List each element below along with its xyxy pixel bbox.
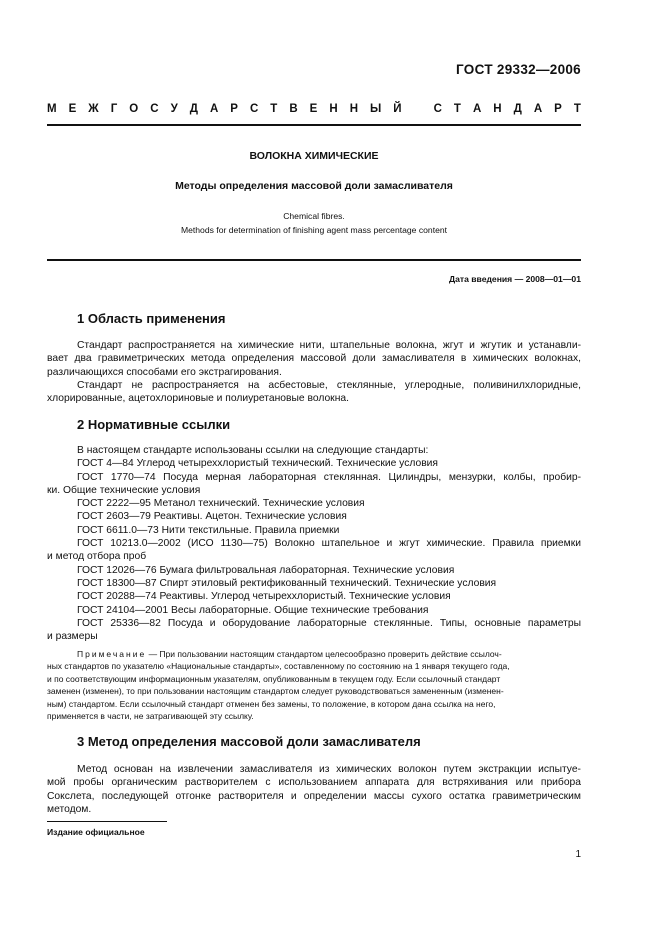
banner-letter: С <box>433 103 442 115</box>
banner-letter: Т <box>270 103 278 115</box>
title-en-line2: Methods for determination of finishing agent mass percentage content <box>180 225 448 235</box>
note-line: применяется в части, не затрагивающей эту ссылку. <box>47 711 254 722</box>
reference-line: ГОСТ 2222—95 Метанол технический. Технические условия <box>77 498 365 510</box>
text-line: Стандарт распространяется на химические нити, штапельные волокна, жгут и жгутик и устанавли- <box>77 340 581 351</box>
text-line: Метод основан на извлечении замасливателя из химических волокон путем экстракции испытуе- <box>77 764 581 775</box>
introduction-date: Дата введения — 2008—01—01 <box>448 274 581 284</box>
banner-letter: Г <box>110 103 118 115</box>
banner-letter: Р <box>230 103 238 115</box>
banner-letter: Ж <box>88 103 99 115</box>
note-line: ных стандартов по указателю «Национальные стандарты», составленному по состоянию на 1 января текущего года, <box>47 661 510 672</box>
banner-letter: Е <box>68 103 77 115</box>
text-line: В настоящем стандарте использованы ссылки на следующие стандарты: <box>77 445 429 456</box>
reference-line: ГОСТ 10213.0—2002 (ИСО 1130—75) Волокно штапельное и жгут химические. Правила приемки <box>77 538 581 550</box>
section-3-heading: 3 Метод определения массовой доли замасливателя <box>77 734 421 749</box>
banner-letter: Н <box>349 103 358 115</box>
banner-letter: С <box>249 103 259 115</box>
text-line: различающихся способами его экстрагирования. <box>47 366 282 378</box>
banner-letter: М <box>47 103 57 115</box>
top-rule <box>47 124 581 126</box>
reference-line: ГОСТ 24104—2001 Весы лабораторные. Общие технические требования <box>77 604 429 616</box>
text-line: Стандарт не распространяется на асбестовые, стеклянные, углеродные, поливинилхлоридные, <box>77 379 581 391</box>
text-line: хлорированные, ацетохлориновые и полиуретановые волокна. <box>47 393 349 405</box>
section-3-body <box>47 763 581 816</box>
interstate-standard-banner <box>47 103 581 115</box>
title-sub: Методы определения массовой доли замасливателя <box>175 180 453 192</box>
reference-line: ГОСТ 4—84 Углерод четыреххлористый технический. Технические условия <box>77 458 438 470</box>
official-edition-label: Издание официальное <box>47 827 145 837</box>
note-line: заменен (изменен), то при пользовании настоящим стандартом следует руководствоваться замененным (изменен- <box>47 686 504 697</box>
banner-letter: Й <box>393 103 402 115</box>
reference-line: и метод отбора проб <box>47 551 147 563</box>
banner-letter: У <box>170 103 178 115</box>
banner-letter: С <box>150 103 159 115</box>
text-line: вает два гравиметрических метода определения массовой доли замасливателя в химических волокнах, <box>47 353 581 365</box>
reference-line: ГОСТ 1770—74 Посуда мерная лабораторная стеклянная. Цилиндры, мензурки, колбы, пробир- <box>77 471 581 483</box>
page-number: 1 <box>575 849 581 860</box>
banner-letter: Д <box>189 103 198 115</box>
note-label: Примечание <box>77 649 147 659</box>
title-en-line1: Chemical fibres. <box>283 211 345 221</box>
reference-line: ки. Общие технические условия <box>47 484 201 496</box>
reference-line: ГОСТ 2603—79 Реактивы. Ацетон. Технические условия <box>77 511 347 523</box>
reference-line: ГОСТ 6611.0—73 Нити текстильные. Правила приемки <box>77 524 340 536</box>
document-number: ГОСТ 29332—2006 <box>456 62 581 77</box>
banner-letter: Т <box>453 103 461 115</box>
banner-letter: О <box>129 103 139 115</box>
title-main: ВОЛОКНА ХИМИЧЕСКИЕ <box>249 150 379 162</box>
footer-rule <box>47 821 167 822</box>
section-1-heading: 1 Область применения <box>77 311 226 326</box>
reference-line: ГОСТ 12026—76 Бумага фильтровальная лабораторная. Технические условия <box>77 564 455 576</box>
banner-letter: А <box>472 103 482 115</box>
banner-letter: Р <box>554 103 562 115</box>
section-2-heading: 2 Нормативные ссылки <box>77 417 231 432</box>
banner-letter: Н <box>329 103 338 115</box>
banner-letter: В <box>289 103 298 115</box>
reference-line: ГОСТ 20288—74 Реактивы. Углерод четыреххлористый. Технические условия <box>77 591 451 603</box>
note-line: Примечание — При пользовании настоящим стандартом целесообразно проверить действие ссылоч- <box>77 649 502 659</box>
text-line: мой пробы органическим растворителем с использованием аппарата для встряхивания или прибора <box>47 777 581 789</box>
middle-rule <box>47 259 581 261</box>
text-line: Сокслета, последующей отгонке растворителя и определении массы сухого остатка гравиметрическим <box>47 790 581 802</box>
banner-letter: А <box>209 103 219 115</box>
note-block <box>47 648 581 722</box>
banner-letter: Н <box>493 103 502 115</box>
note-line: и по соответствующим информационным указателям, опубликованным в текущем году. Если ссылочный стандарт <box>47 673 501 684</box>
banner-letter: Т <box>573 103 581 115</box>
section-2-body <box>47 444 581 643</box>
reference-line: и размеры <box>47 631 98 643</box>
banner-letter: Ы <box>370 103 382 115</box>
section-1-body <box>47 339 581 405</box>
banner-letter: Е <box>309 103 318 115</box>
banner-letter: А <box>533 103 543 115</box>
banner-word-gap <box>414 103 422 115</box>
text-line: методом. <box>47 803 92 815</box>
banner-letter: Д <box>513 103 522 115</box>
reference-line: ГОСТ 25336—82 Посуда и оборудование лабораторные стеклянные. Типы, основные параметры <box>77 617 581 629</box>
note-line: ным) стандартом. Если ссылочный стандарт отменен без замены, то положение, в котором дана ссылка на него, <box>47 698 496 709</box>
reference-line: ГОСТ 18300—87 Спирт этиловый ректификованный технический. Технические условия <box>77 577 497 589</box>
